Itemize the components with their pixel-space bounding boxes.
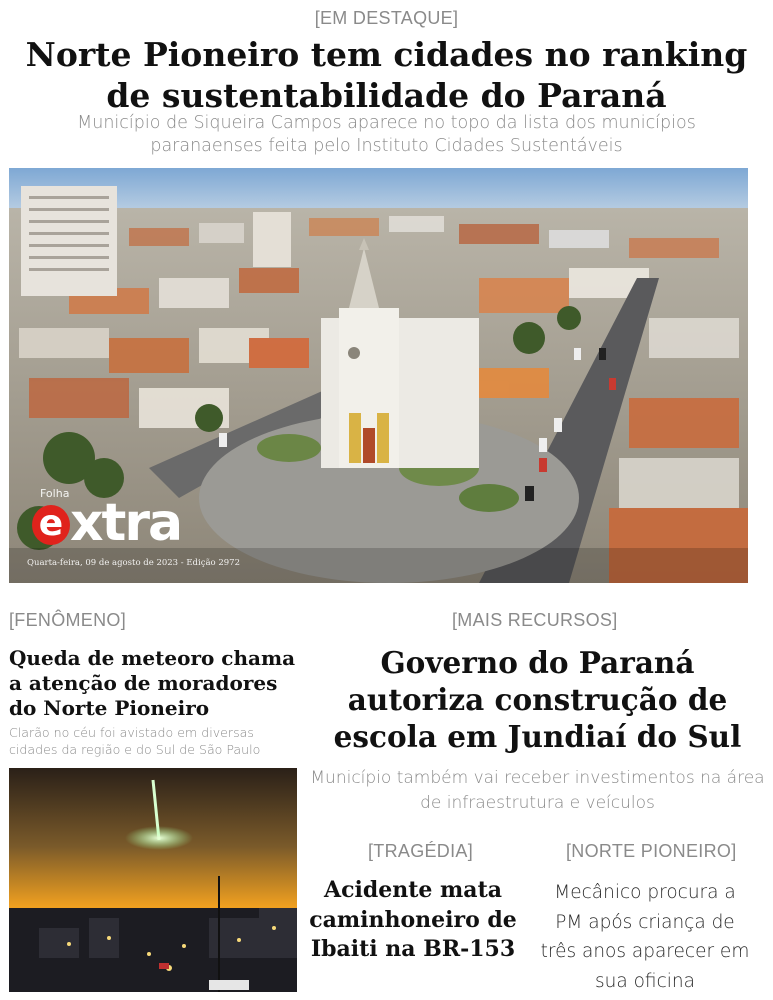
tragedia-story-kicker: [TRAGÉDIA] [368,841,474,861]
left-story-dek: Clarão no céu foi avistado em diversas cidades da região e do Sul de São Paulo [9,725,261,757]
edition-dateline: Quarta-feira, 09 de agosto de 2023 - Edição 2972 [27,558,240,568]
left-story-headline[interactable]: Queda de meteoro chama a atenção de moradores do Norte Pioneiro [9,646,296,720]
right-story-kicker: [MAIS RECURSOS] [452,610,618,630]
right-story-dek: Município também vai receber investimentos na área de infraestrutura e veículos [310,768,765,813]
tragedia-story-headline[interactable]: Acidente mata caminhoneiro de Ibaiti na BR-153 [309,877,517,962]
left-story-kicker: [FENÔMENO] [9,610,127,630]
logo-xtra-text: xtra [70,493,182,553]
top-story-kicker: [EM DESTAQUE] [314,8,459,28]
logo-e-badge: e [32,505,70,545]
folha-extra-logo[interactable] [26,487,236,562]
meteor-sunset-illustration [9,768,297,992]
norte-story-dek[interactable]: Mecânico procura a PM após criança de três anos aparecer em sua oficina [540,882,750,992]
top-story-dek: Município de Siqueira Campos aparece no topo da lista dos municípios paranaenses feita pelo Instituto Cidades Sustentáveis [77,113,696,156]
norte-story-kicker: [NORTE PIONEIRO] [566,841,737,861]
top-story-headline[interactable]: Norte Pioneiro tem cidades no ranking de sustentabilidade do Paraná [25,35,748,115]
logo-folha-text: Folha [40,487,70,500]
meteor-photo[interactable] [9,768,297,992]
right-story-headline[interactable]: Governo do Paraná autoriza construção de escola em Jundiaí do Sul [333,645,742,754]
